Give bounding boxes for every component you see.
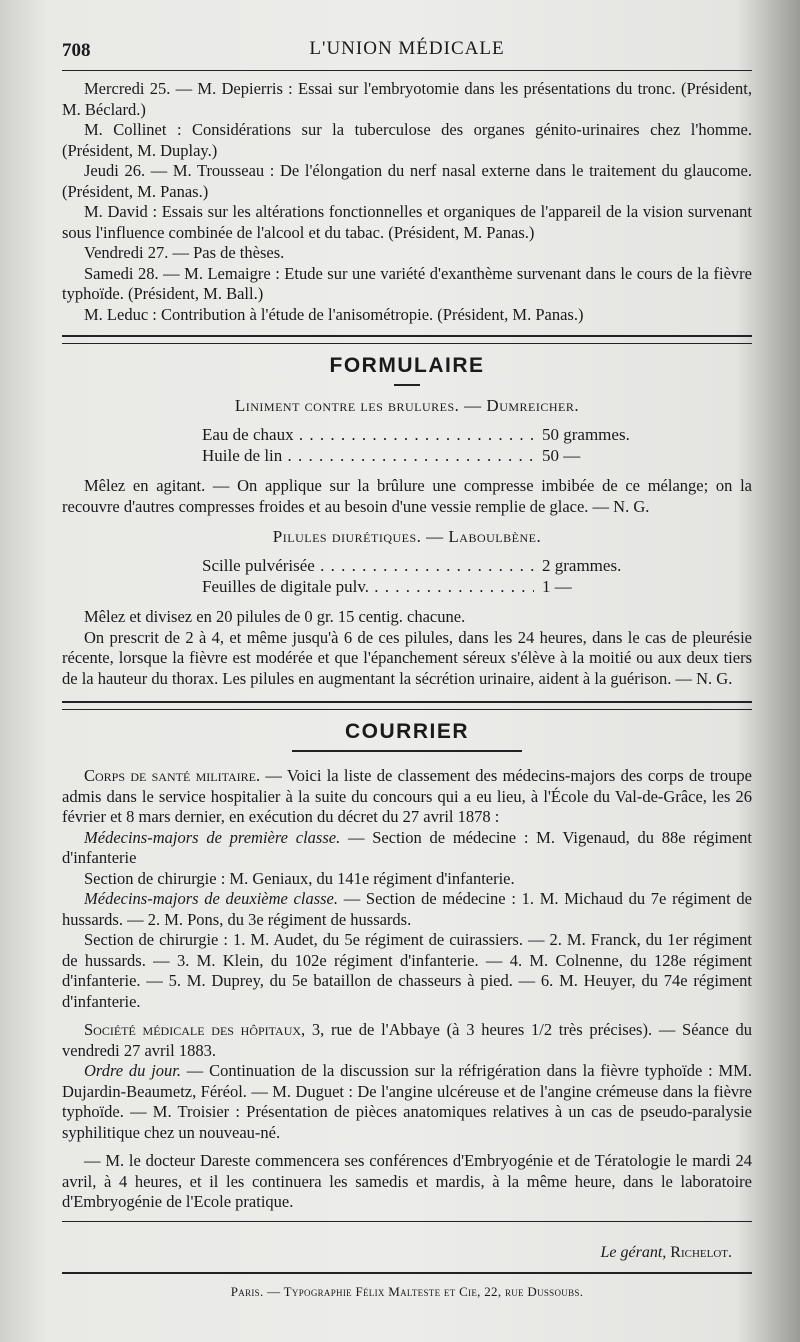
footer-rule bbox=[62, 1272, 752, 1274]
paragraph-lead: Corps de santé militaire. bbox=[84, 766, 261, 785]
signature-name: Richelot. bbox=[670, 1244, 732, 1261]
paragraph-lead: Médecins-majors de deuxième classe. bbox=[84, 889, 339, 908]
paragraph-text: 3, rue de l'Abbaye (à 3 heures 1/2 très précises). — Séance du vendredi 27 avril 1883. bbox=[62, 1020, 752, 1060]
courrier-paragraph: Section de chirurgie : 1. M. Audet, du 5e régiment de cuirassiers. — 2. M. Franck, du 1er régiment de hussards. — 3. M. Klein, du 102e régiment d'infanterie. — 4. M. Colnenne, du 128e régiment d'infanterie. — 5. M. Duprey, du 5e bataillon de chasseurs à pied. — 6. M. Heuyer, du 74e régiment d'infanterie. bbox=[62, 930, 752, 1011]
running-title: L'UNION MÉDICALE bbox=[309, 38, 505, 59]
theses-list bbox=[62, 79, 752, 325]
courrier-title: COURRIER bbox=[344, 720, 469, 743]
section-divider bbox=[62, 335, 752, 344]
courrier-paragraph bbox=[62, 828, 752, 869]
courrier-paragraph bbox=[62, 1020, 752, 1061]
ingredient-qty: 50 — bbox=[542, 446, 581, 465]
paragraph-text: — Section de médecine : M. Vigenaud, du 88e régiment d'infanterie bbox=[62, 827, 752, 867]
signature bbox=[62, 1244, 752, 1262]
recipe-instructions: Mêlez et divisez en 20 pilules de 0 gr. 15 centig. chacune. bbox=[84, 607, 466, 626]
title-underline bbox=[292, 750, 522, 752]
courrier-paragraph: — M. le docteur Dareste commencera ses conférences d'Embryogénie et de Tératologie le mardi 24 avril, à 4 heures, et il les continuera les samedis et mardis, à la même heure, dans le laboratoire d'Embryogénie de l'Ecole pratique. bbox=[62, 1151, 752, 1211]
title-underline bbox=[394, 384, 420, 386]
ingredient-row bbox=[202, 445, 642, 466]
courrier-paragraph: Section de chirurgie : M. Geniaux, du 141e régiment d'infanterie. bbox=[84, 868, 515, 888]
recipe-title-liniment: Liniment contre les brulures. — Dumreicher. bbox=[234, 396, 580, 415]
footer-divider bbox=[62, 1221, 752, 1223]
page-number: 708 bbox=[62, 40, 91, 61]
ingredient-row bbox=[202, 576, 642, 597]
ingredient-row bbox=[202, 424, 642, 445]
ingredient-name: Huile de lin . . . bbox=[202, 445, 534, 466]
thesis-entry: M. Collinet : Considérations sur la tuberculose des organes génito-urinaires chez l'homme. (Président, M. Duplay.) bbox=[62, 120, 752, 160]
ingredient-qty: 1 — bbox=[542, 577, 572, 596]
ingredient-name: Eau de chaux . . . bbox=[202, 424, 534, 445]
paragraph-text: — Continuation de la discussion sur la réfrigération dans la fièvre typhoïde : MM. Dujardin-Beaumetz, Féréol. — M. Duguet : De l'angine ulcéreuse et de l'angine crémeuse dans la fièvre typhoïde. — M. Troisier : Présentation de pièces anatomiques relatives à un cas de pseudo-paralysie syphilitique chez un nouveau-né. bbox=[62, 1061, 753, 1142]
thesis-entry: Samedi 28. — M. Lemaigre : Etude sur une variété d'exanthème survenant dans le cours de la fièvre typhoïde. (Président, M. Ball.) bbox=[62, 263, 752, 303]
thesis-entry: Mercredi 25. — M. Depierris : Essai sur l'embryotomie dans les présentations du tronc. (Président, M. Béclard.) bbox=[62, 79, 752, 119]
paragraph-text: — Voici la liste de classement des médecins-majors des corps de troupe admis dans le service hospitalier à la suite du concours qui a eu lieu, à l'École du Val-de-Grâce, les 26 février et 8 mars dernier, en exécution du décret du 27 avril 1878 : bbox=[62, 766, 752, 826]
courrier-paragraph bbox=[62, 889, 752, 930]
formulaire-title: FORMULAIRE bbox=[329, 354, 485, 377]
signature-label: Le gérant, bbox=[600, 1244, 667, 1261]
thesis-entry: Vendredi 27. — Pas de thèses. bbox=[84, 243, 285, 262]
courrier-paragraph bbox=[62, 766, 752, 828]
thesis-entry: M. David : Essais sur les altérations fonctionnelles et organiques de l'appareil de la vision survenant sous l'influence combinée de l'alcool et du tabac. (Président, M. Panas.) bbox=[62, 202, 752, 242]
courrier-paragraph bbox=[62, 1061, 752, 1143]
thesis-entry: M. Leduc : Contribution à l'étude de l'anisométropie. (Président, M. Panas.) bbox=[84, 304, 584, 324]
paragraph-lead: Société médicale des hôpitaux, bbox=[84, 1020, 306, 1039]
recipe-notes: On prescrit de 2 à 4, et même jusqu'à 6 de ces pilules, dans les 24 heures, dans le cas de pleurésie récente, lorsque la fièvre est modérée et que l'épanchement séreux s'élève à la moitié ou aux deux tiers de la hauteur du thorax. Les pilules en augmentant la sécrétion urinaire, aident à la guérison. — N. G. bbox=[62, 627, 752, 688]
imprint-line: Paris. — Typographie Félix Malteste et Cie, 22, rue Dussoubs. bbox=[230, 1284, 584, 1299]
paragraph-lead: Médecins-majors de première classe. bbox=[84, 827, 341, 847]
ingredient-qty: 50 grammes. bbox=[542, 425, 630, 444]
paragraph-lead: Ordre du jour. bbox=[84, 1061, 182, 1080]
recipe-title-pilules: Pilules diurétiques. — Laboulbène. bbox=[272, 527, 542, 546]
ingredient-list bbox=[202, 555, 642, 597]
ingredient-list bbox=[202, 424, 642, 466]
thesis-entry: Jeudi 26. — M. Trousseau : De l'élongation du nerf nasal externe dans le traitement du glaucome. (Président, M. Panas.) bbox=[62, 161, 752, 201]
ingredient-name: Feuilles de digitale pulv. . . . bbox=[202, 576, 534, 597]
courrier-section bbox=[62, 766, 752, 1213]
ingredient-qty: 2 grammes. bbox=[542, 556, 622, 575]
ingredient-name: Scille pulvérisée . . . bbox=[202, 555, 534, 576]
page-header bbox=[62, 30, 752, 71]
ingredient-row bbox=[202, 555, 642, 576]
paragraph-text: — Section de médecine : 1. M. Michaud du 7e régiment de hussards. — 2. M. Pons, du 3e régiment de hussards. bbox=[62, 889, 753, 929]
recipe-instructions: Mêlez en agitant. — On applique sur la brûlure une compresse imbibée de ce mélange; on la recouvre d'autres compresses froides et au besoin d'une vessie remplie de glace. — N. G. bbox=[62, 476, 752, 516]
section-divider bbox=[62, 701, 752, 710]
